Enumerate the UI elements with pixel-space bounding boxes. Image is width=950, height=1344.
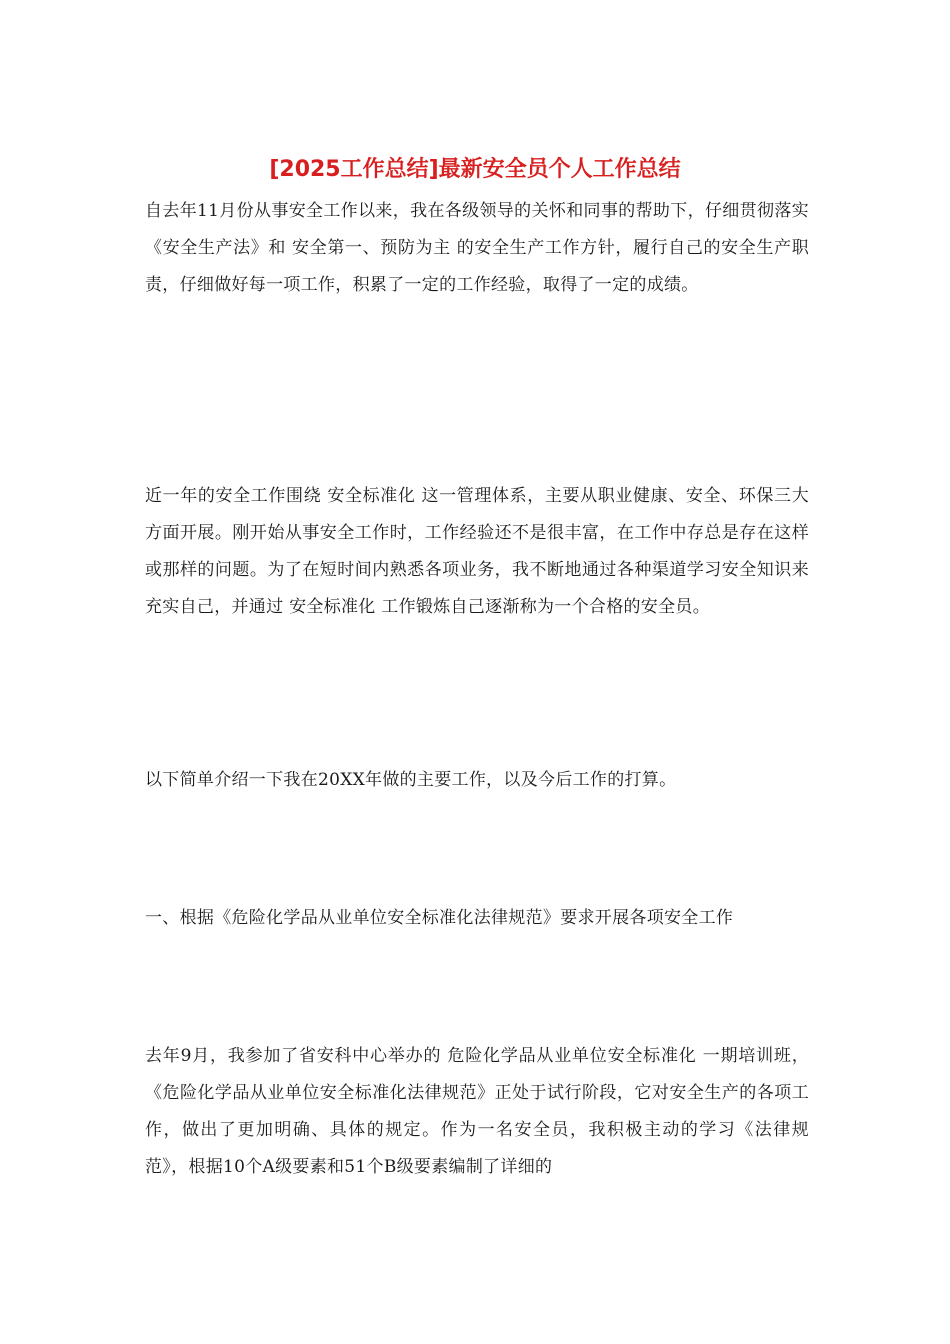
paragraph-overview: 以下简单介绍一下我在20XX年做的主要工作，以及今后工作的打算。: [145, 770, 677, 790]
document-title: [2025工作总结]最新安全员个人工作总结: [269, 157, 681, 182]
paragraph-intro: 自去年11月份从事安全工作以来，我在各级领导的关怀和同事的帮助下，仔细贯彻落实《安全生产法》和 安全第一、预防为主 的安全生产工作方针，履行自己的安全生产职责，仔细做好每一项工作，积累了一定的工作经验，取得了一定的成绩。: [145, 201, 809, 295]
paragraph-training: 去年9月，我参加了省安科中心举办的 危险化学品从业单位安全标准化 一期培训班，《危险化学品从业单位安全标准化法律规范》正处于试行阶段，它对安全生产的各项工作，做出了更加明确、具体的规定。作为一名安全员，我积极主动的学习《法律规范》，根据10个A级要素和51个B级要素编制了详细的: [145, 1046, 809, 1177]
section-heading-one: 一、根据《危险化学品从业单位安全标准化法律规范》要求开展各项安全工作: [145, 908, 734, 928]
paragraph-standardization: 近一年的安全工作围绕 安全标准化 这一管理体系，主要从职业健康、安全、环保三大方面开展。刚开始从事安全工作时，工作经验还不是很丰富，在工作中存总是存在这样或那样的问题。为了在短时间内熟悉各项业务，我不断地通过各种渠道学习安全知识来充实自己，并通过 安全标准化 工作锻炼自己逐渐称为一个合格的安全员。: [145, 486, 809, 617]
